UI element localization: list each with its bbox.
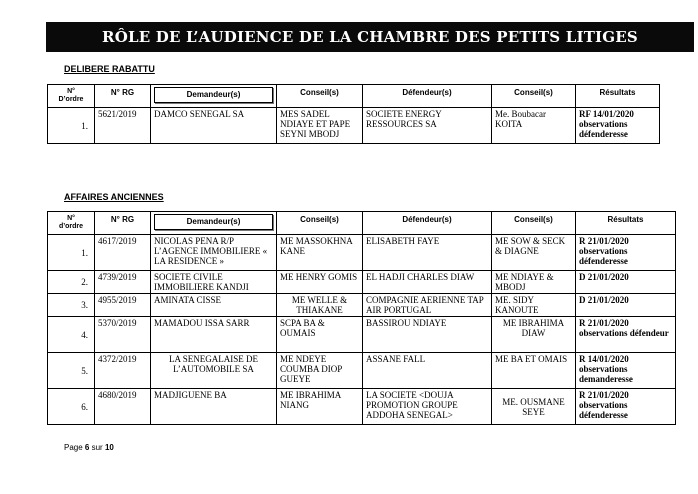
header-conseil: Conseil(s) (277, 85, 363, 108)
header-resultats: Résultats (576, 85, 660, 108)
header-ordre: N° D’ordre (48, 85, 95, 108)
cell-resultats: R 21/01/2020 observations défenderesse (576, 235, 676, 271)
cell-conseil: ME HENRY GOMIS (277, 271, 363, 294)
table-header-row (48, 85, 660, 108)
section-title-delibere: DELIBERE RABATTU (64, 64, 155, 74)
header-conseil-2: Conseil(s) (492, 85, 576, 108)
table-header-row (48, 212, 676, 235)
cell-rg: 4372/2019 (95, 353, 151, 389)
section-title-affaires: AFFAIRES ANCIENNES (64, 192, 164, 202)
cell-demandeur: AMINATA CISSE (151, 294, 277, 317)
cell-resultats: R 21/01/2020 observations défendeur (576, 317, 676, 353)
cell-conseil-2: ME BA ET OMAIS (492, 353, 576, 389)
table-row (48, 317, 676, 353)
cell-demandeur: NICOLAS PENA R/P L’AGENCE IMMOBILIERE « LA RESIDENCE » (151, 235, 277, 271)
cell-conseil-2: Me. Boubacar KOITA (492, 108, 576, 144)
cell-conseil-2: ME NDIAYE & MBODJ (492, 271, 576, 294)
cell-defendeur: ASSANE FALL (363, 353, 492, 389)
cell-conseil-2: ME IBRAHIMA DIAW (492, 317, 576, 353)
cell-conseil: ME NDEYE COUMBA DIOP GUEYE (277, 353, 363, 389)
header-resultats: Résultats (576, 212, 676, 235)
table-row (48, 235, 676, 271)
cell-rg: 4739/2019 (95, 271, 151, 294)
header-conseil: Conseil(s) (277, 212, 363, 235)
footer-sep: sur (91, 443, 103, 452)
cell-defendeur: EL HADJI CHARLES DIAW (363, 271, 492, 294)
table-row (48, 108, 660, 144)
cell-defendeur: BASSIROU NDIAYE (363, 317, 492, 353)
cell-defendeur: LA SOCIETE <DOUJA PROMOTION GROUPE ADDOHA SENEGAL> (363, 389, 492, 425)
header-demandeur: Demandeur(s) (151, 85, 277, 108)
table-row (48, 271, 676, 294)
header-defendeur: Défendeur(s) (363, 212, 492, 235)
cell-defendeur: SOCIETE ENERGY RESSOURCES SA (363, 108, 492, 144)
cell-rg: 5370/2019 (95, 317, 151, 353)
cell-conseil-2: ME SOW & SECK & DIAGNE (492, 235, 576, 271)
cell-resultats: R 14/01/2020 observations demanderesse (576, 353, 676, 389)
cell-resultats: D 21/01/2020 (576, 294, 676, 317)
cell-conseil: ME MASSOKHNA KANE (277, 235, 363, 271)
cell-conseil: ME WELLE & THIAKANE (277, 294, 363, 317)
cell-conseil-2: ME. SIDY KANOUTE (492, 294, 576, 317)
cell-ordre: 2. (48, 271, 95, 294)
page-title-banner (46, 22, 694, 52)
cell-ordre: 6. (48, 389, 95, 425)
cell-rg: 4955/2019 (95, 294, 151, 317)
page-footer (64, 443, 114, 452)
cell-conseil: ME IBRAHIMA NIANG (277, 389, 363, 425)
table-affaires (47, 211, 676, 425)
cell-ordre: 5. (48, 353, 95, 389)
cell-resultats: R 21/01/2020 observations défenderesse (576, 389, 676, 425)
cell-defendeur: COMPAGNIE AERIENNE TAP AIR PORTUGAL (363, 294, 492, 317)
cell-conseil-2: ME. OUSMANE SEYE (492, 389, 576, 425)
table-delibere (47, 84, 660, 144)
footer-page-label: Page (64, 443, 83, 452)
header-rg: N° RG (95, 85, 151, 108)
cell-rg: 4617/2019 (95, 235, 151, 271)
table-row (48, 353, 676, 389)
cell-conseil: SCPA BA & OUMAIS (277, 317, 363, 353)
cell-rg: 5621/2019 (95, 108, 151, 144)
cell-rg: 4680/2019 (95, 389, 151, 425)
header-conseil-2: Conseil(s) (492, 212, 576, 235)
cell-defendeur: ELISABETH FAYE (363, 235, 492, 271)
cell-ordre: 4. (48, 317, 95, 353)
footer-page-number: 6 (84, 443, 90, 452)
cell-demandeur: SOCIETE CIVILE IMMOBILIERE KANDJI (151, 271, 277, 294)
page-title: RÔLE DE L’AUDIENCE DE LA CHAMBRE DES PETITS LITIGES (102, 28, 638, 46)
header-rg: N° RG (95, 212, 151, 235)
footer-page-total: 10 (104, 443, 114, 452)
cell-resultats: D 21/01/2020 (576, 271, 676, 294)
header-demandeur: Demandeur(s) (151, 212, 277, 235)
cell-ordre: 1. (48, 108, 95, 144)
cell-ordre: 3. (48, 294, 95, 317)
cell-demandeur: MADJIGUENE BA (151, 389, 277, 425)
cell-conseil: MES SADEL NDIAYE ET PAPE SEYNI MBODJ (277, 108, 363, 144)
header-defendeur: Défendeur(s) (363, 85, 492, 108)
cell-ordre: 1. (48, 235, 95, 271)
table-row (48, 294, 676, 317)
cell-resultats: RF 14/01/2020 observations défenderesse (576, 108, 660, 144)
cell-demandeur: DAMCO SENEGAL SA (151, 108, 277, 144)
table-row (48, 389, 676, 425)
cell-demandeur: MAMADOU ISSA SARR (151, 317, 277, 353)
header-ordre: N° d’ordre (48, 212, 95, 235)
cell-demandeur: LA SENEGALAISE DE L’AUTOMOBILE SA (151, 353, 277, 389)
